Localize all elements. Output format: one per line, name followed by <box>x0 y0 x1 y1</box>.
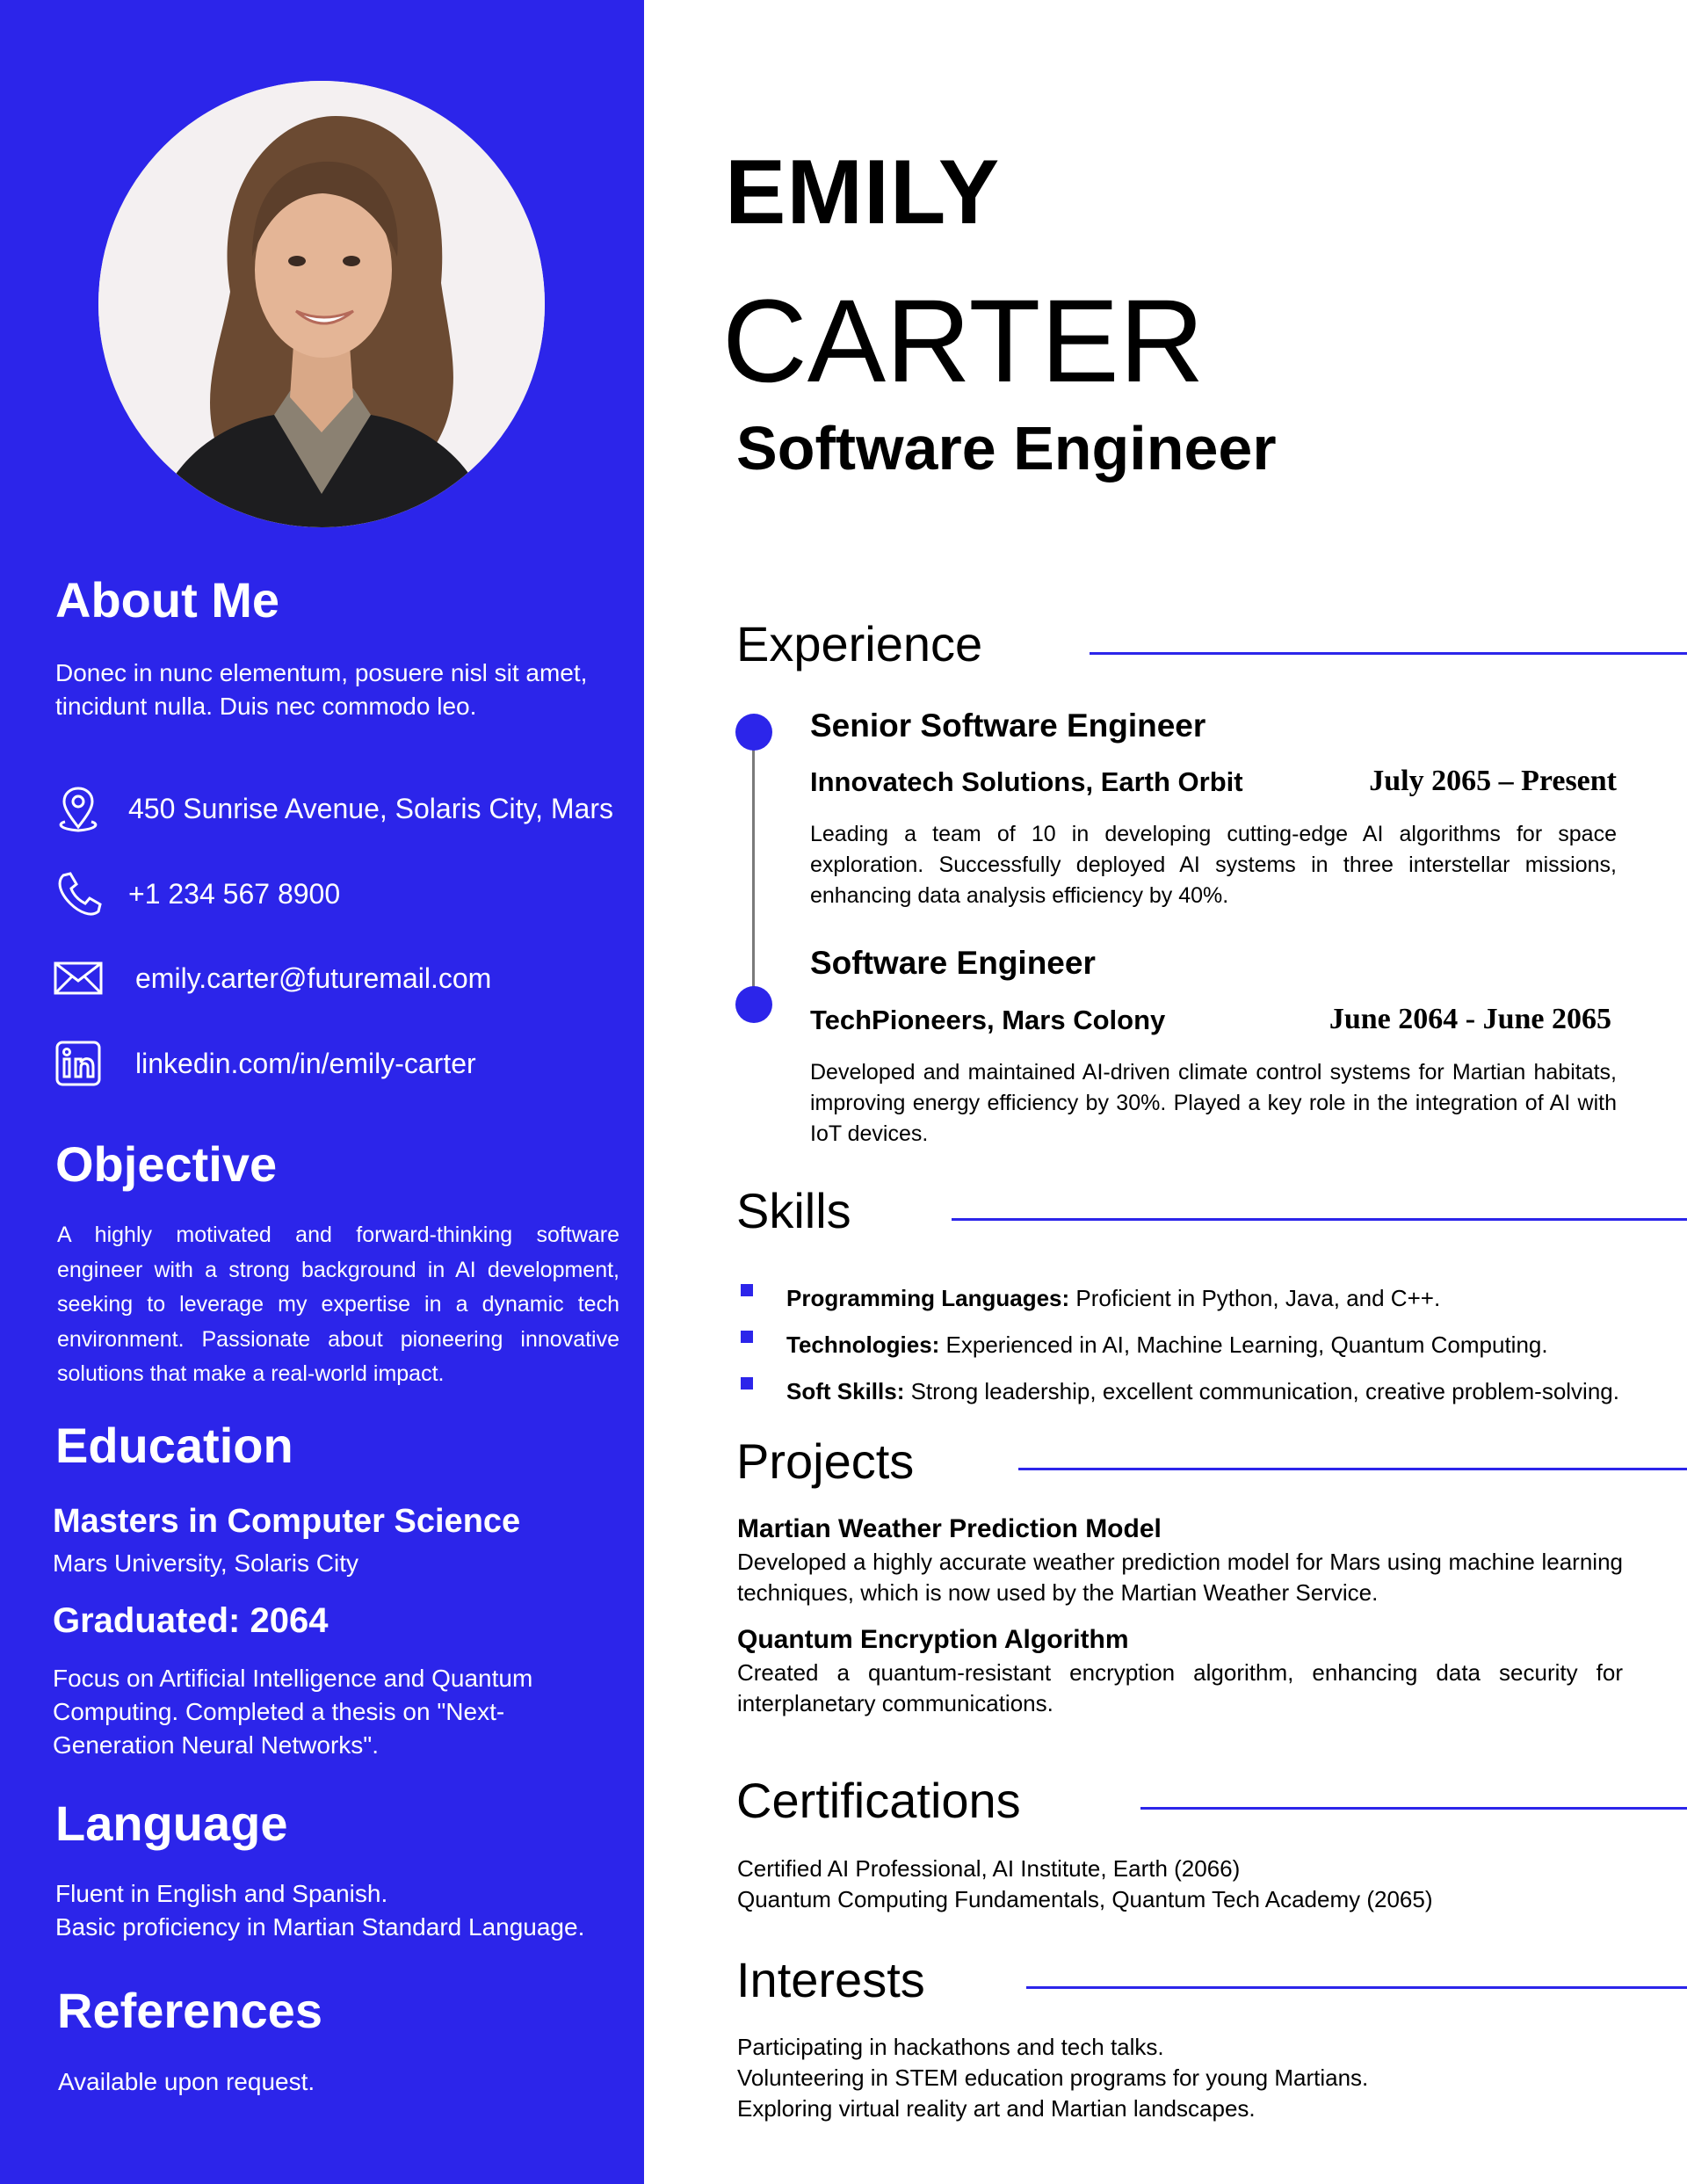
portrait-illustration <box>98 81 545 527</box>
certification-item: Quantum Computing Fundamentals, Quantum Tech Academy (2065) <box>737 1886 1433 1912</box>
skill-label: Programming Languages: <box>786 1284 1070 1311</box>
interests-heading: Interests <box>736 1952 925 2007</box>
language-line-2: Basic proficiency in Martian Standard Language. <box>55 1913 585 1941</box>
skill-label: Soft Skills: <box>786 1377 905 1404</box>
skill-item <box>741 1374 1619 1409</box>
project-title: Martian Weather Prediction Model <box>737 1514 1162 1543</box>
job-title: Software Engineer <box>736 414 1277 483</box>
square-bullet-icon <box>741 1377 753 1389</box>
job-date: July 2065 – Present <box>1369 765 1617 797</box>
skill-item <box>741 1281 1440 1316</box>
projects-heading: Projects <box>736 1433 915 1489</box>
education-degree: Masters in Computer Science <box>53 1503 521 1540</box>
job-role: Senior Software Engineer <box>810 707 1206 744</box>
linkedin-link[interactable]: linkedin.com/in/emily-carter <box>135 1047 476 1079</box>
project-description: Created a quantum-resistant encryption algorithm, enhancing data security for interplanetary communications. <box>737 1659 1623 1716</box>
phone-text[interactable]: +1 234 567 8900 <box>128 877 341 910</box>
contact-address <box>53 782 613 835</box>
timeline-line <box>752 731 755 1005</box>
interest-item: Participating in hackathons and tech talks. <box>737 2034 1164 2060</box>
interests-divider <box>1026 1986 1687 1989</box>
last-name: CARTER <box>722 276 1205 407</box>
email-link[interactable]: emily.carter@futuremail.com <box>135 961 492 994</box>
job-description: Developed and maintained AI-driven climate control systems for Martian habitats, improving energy efficiency by 30%. Played a key role in the integration of AI with IoT devices. <box>810 1060 1617 1146</box>
skill-text: Strong leadership, excellent communication, creative problem-solving. <box>904 1377 1619 1404</box>
envelope-icon <box>53 953 104 1004</box>
timeline-dot <box>735 986 772 1023</box>
first-name: EMILY <box>725 141 1001 243</box>
sidebar <box>0 0 644 2184</box>
references-text: Available upon request. <box>58 2068 315 2095</box>
project-description: Developed a highly accurate weather prediction model for Mars using machine learning techniques, which is now used by the Martian Weather Service. <box>737 1549 1623 1606</box>
skill-text: Experienced in AI, Machine Learning, Quantum Computing. <box>939 1331 1548 1358</box>
timeline-dot <box>735 714 772 751</box>
job-company: TechPioneers, Mars Colony <box>810 1005 1166 1035</box>
phone-icon <box>53 868 104 919</box>
job-date: June 2064 - June 2065 <box>1329 1003 1611 1035</box>
address-text: 450 Sunrise Avenue, Solaris City, Mars <box>128 792 613 824</box>
square-bullet-icon <box>741 1284 753 1296</box>
skill-label: Technologies: <box>786 1331 940 1358</box>
square-bullet-icon <box>741 1331 753 1343</box>
skill-item <box>741 1327 1548 1362</box>
language-line-1: Fluent in English and Spanish. <box>55 1880 388 1907</box>
about-text: Donec in nunc elementum, posuere nisl sit amet, tincidunt nulla. Duis nec commodo leo. <box>55 659 588 720</box>
job-company: Innovatech Solutions, Earth Orbit <box>810 766 1243 797</box>
education-graduated: Graduated: 2064 <box>53 1601 329 1640</box>
project-title: Quantum Encryption Algorithm <box>737 1625 1129 1654</box>
experience-heading: Experience <box>736 616 983 671</box>
about-heading: About Me <box>55 572 280 628</box>
projects-divider <box>1018 1468 1687 1470</box>
contact-phone[interactable] <box>53 867 340 920</box>
location-pin-icon <box>53 783 104 834</box>
skill-text: Proficient in Python, Java, and C++. <box>1069 1284 1441 1311</box>
interest-item: Volunteering in STEM education programs for young Martians. <box>737 2064 1369 2091</box>
experience-divider <box>1090 652 1687 655</box>
job-role: Software Engineer <box>810 945 1096 981</box>
profile-photo <box>98 81 545 527</box>
certification-item: Certified AI Professional, AI Institute, Earth (2066) <box>737 1855 1241 1882</box>
objective-text: A highly motivated and forward-thinking software engineer with a strong background in AI development, seeking to leverage my expertise in a dynamic tech environment. Passionate about pioneering innovative solutions that make a real-world impact. <box>57 1223 619 1386</box>
job-description: Leading a team of 10 in developing cutting-edge AI algorithms for space exploration. Successfully deployed AI systems in three interstellar missions, enhancing data analysis efficiency by 40%. <box>810 822 1617 908</box>
certifications-divider <box>1140 1807 1687 1810</box>
contact-email[interactable] <box>53 952 491 1005</box>
education-heading: Education <box>55 1418 293 1473</box>
linkedin-icon <box>53 1038 104 1089</box>
interest-item: Exploring virtual reality art and Martian landscapes. <box>737 2095 1256 2122</box>
language-heading: Language <box>55 1796 288 1851</box>
education-details: Focus on Artificial Intelligence and Quantum Computing. Completed a thesis on "Next-Generation Neural Networks". <box>53 1665 533 1759</box>
objective-heading: Objective <box>55 1136 278 1192</box>
contact-linkedin[interactable] <box>53 1037 476 1090</box>
skills-divider <box>952 1218 1687 1221</box>
skills-heading: Skills <box>736 1183 851 1238</box>
references-heading: References <box>57 1983 322 2038</box>
certifications-heading: Certifications <box>736 1773 1021 1828</box>
education-school: Mars University, Solaris City <box>53 1549 358 1577</box>
